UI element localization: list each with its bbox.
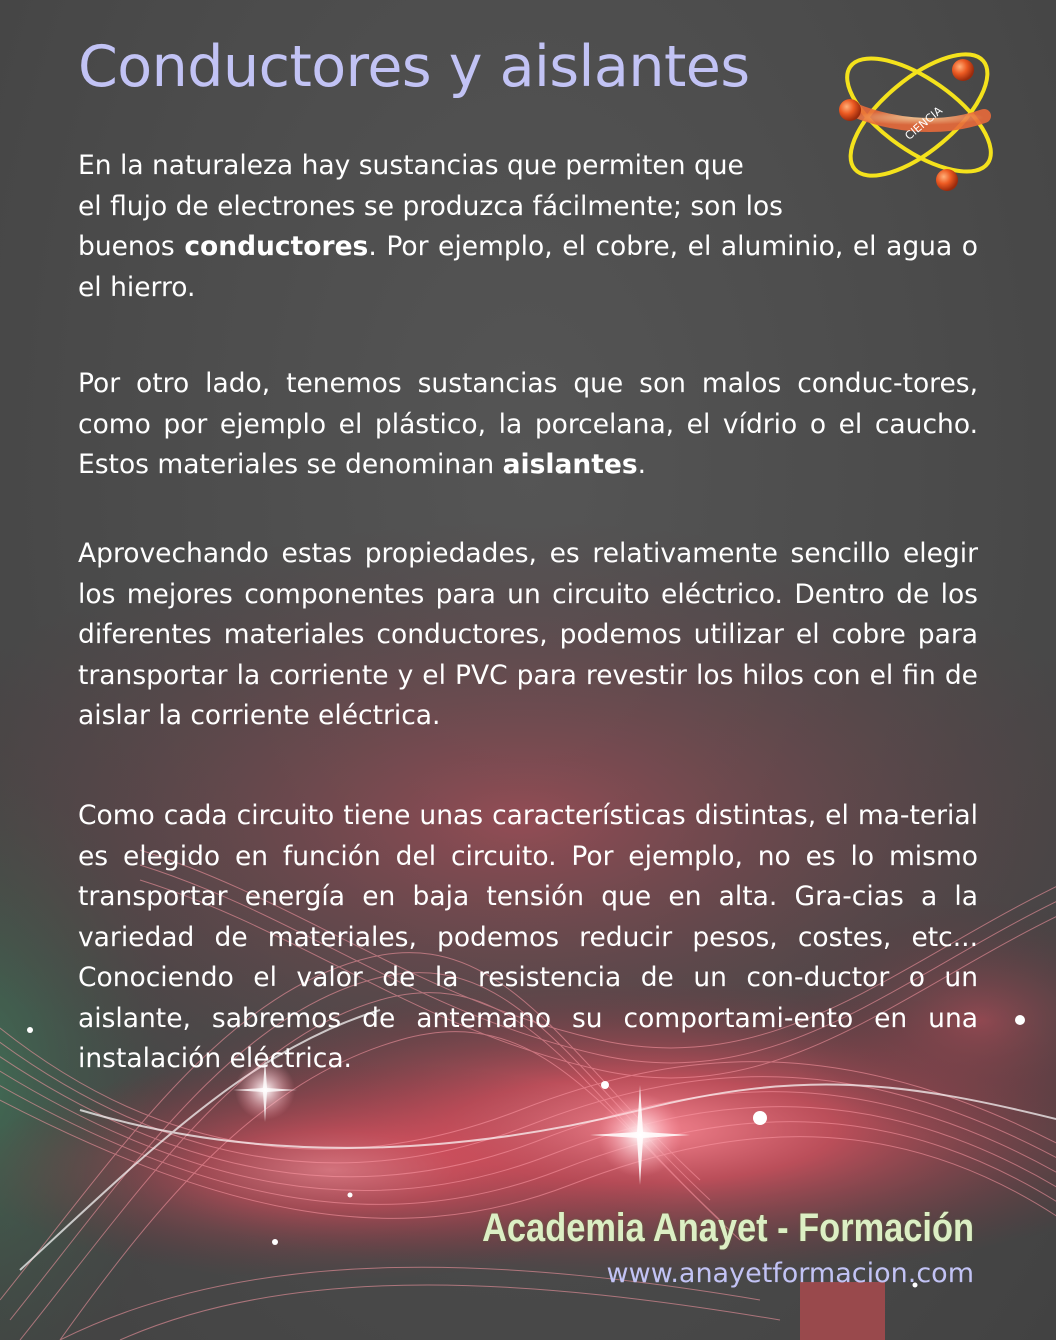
page-title: Conductores y aislantes: [78, 34, 750, 100]
paragraph-1-text-end: . Por ejemplo, el cobre, el aluminio, el agua o el hierro.: [78, 231, 978, 303]
paragraph-1-text: buenos: [78, 231, 185, 262]
paragraph-circuitos: Como cada circuito tiene unas características distintas, el ma-terial es elegido en función del circuito. Por ejemplo, no es lo mismo transportar energía en baja tensión que en alta. Gra-cias a la variedad de materiales, podemos reducir pesos, costes, etc... Conociendo el valor de la resistencia de un con-ductor o un aislante, sabremos de antemano su comportami-ento en una instalación eléctrica.: [78, 800, 978, 1074]
academy-name: Academia Anayet - Formación: [482, 1206, 974, 1250]
badge-label: CIENCIA: [902, 104, 945, 143]
keyword-aislantes: aislantes: [502, 449, 638, 480]
paragraph-2-end: .: [637, 449, 647, 480]
keyword-conductores: conductores: [184, 231, 369, 262]
paragraph-propiedades: Aprovechando estas propiedades, es relativamente sencillo elegir los mejores componentes para un circuito eléctrico. Dentro de los diferentes materiales conductores, podemos utilizar el cobre para transportar la corriente y el PVC para revestir los hilos con el fin de aislar la corriente eléctrica.: [78, 538, 978, 731]
paragraph-aislantes: [78, 364, 978, 486]
paragraph-2-text: Por otro lado, tenemos sustancias que son malos conduc-tores, como por ejemplo el plástico, la porcelana, el vídrio o el caucho. Estos materiales se denominan: [78, 368, 978, 480]
paragraph-conductores: [78, 146, 978, 308]
paragraph-1-line-1: En la naturaleza hay sustancias que permiten que: [78, 150, 744, 181]
website-link[interactable]: www.anayetformacion.com: [606, 1258, 974, 1289]
paragraph-1-line-2: el flujo de electrones se produzca fácilmente; son los: [78, 190, 783, 222]
